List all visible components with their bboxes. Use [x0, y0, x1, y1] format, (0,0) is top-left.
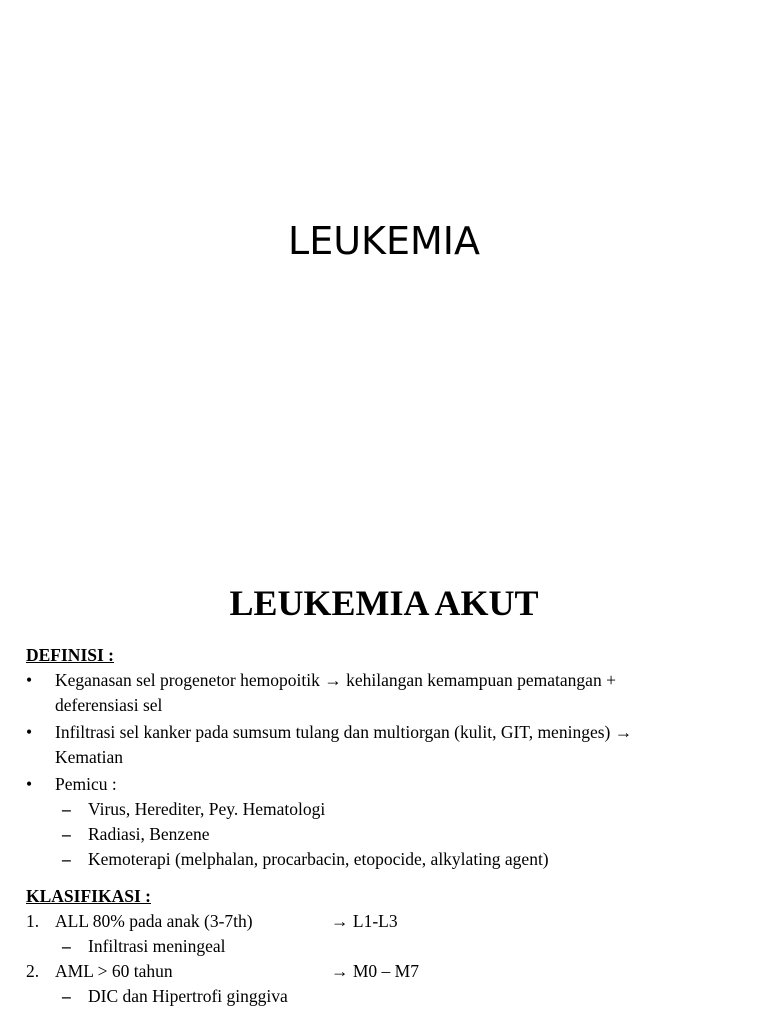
klasifikasi-number: 1. [26, 911, 40, 931]
definisi-item [26, 668, 746, 718]
klasifikasi-item [26, 959, 746, 984]
pemicu-item-text: Kemoterapi (melphalan, procarbacin, etopocide, alkylating agent) [88, 849, 549, 869]
dash-marker: – [62, 936, 71, 956]
klasifikasi-sub-text: DIC dan Hipertrofi ginggiva [88, 986, 288, 1006]
definisi-item-line: deferensiasi sel [55, 695, 163, 715]
dash-marker: – [62, 986, 71, 1006]
dash-marker: – [62, 849, 71, 869]
klasifikasi-subtype: → L1-L3 [331, 911, 398, 931]
bullet-marker: • [26, 670, 33, 690]
klasifikasi-number: 2. [26, 961, 40, 981]
klasifikasi-type: AML > 60 tahun [55, 961, 173, 981]
pemicu-item-text: Virus, Herediter, Pey. Hematologi [88, 799, 326, 819]
klasifikasi-sub-item [26, 934, 746, 959]
pemicu-item [26, 847, 746, 872]
klasifikasi-subtype: → M0 – M7 [331, 961, 419, 981]
klasifikasi-item [26, 909, 746, 934]
slide-2 [0, 512, 768, 1024]
slide-2-title: LEUKEMIA AKUT [229, 583, 539, 623]
definisi-item-line: Kematian [55, 747, 124, 767]
slide-1-title: LEUKEMIA [288, 219, 480, 263]
klasifikasi-type: ALL 80% pada anak (3-7th) [55, 911, 253, 931]
slide-2-content [26, 643, 746, 1009]
definisi-item [26, 720, 746, 770]
dash-marker: – [62, 824, 71, 844]
definisi-heading: DEFINISI : [26, 645, 115, 665]
pemicu-item [26, 797, 746, 822]
definisi-item-line: Pemicu : [55, 774, 117, 794]
bullet-marker: • [26, 722, 33, 742]
klasifikasi-sub-item [26, 984, 746, 1009]
pemicu-item [26, 822, 746, 847]
definisi-item [26, 772, 746, 797]
bullet-marker: • [26, 774, 33, 794]
klasifikasi-sub-text: Infiltrasi meningeal [88, 936, 226, 956]
klasifikasi-heading: KLASIFIKASI : [26, 886, 151, 906]
dash-marker: – [62, 799, 71, 819]
pemicu-item-text: Radiasi, Benzene [88, 824, 210, 844]
definisi-item-line: Keganasan sel progenetor hemopoitik → kehilangan kemampuan pematangan + [55, 670, 616, 690]
definisi-item-line: Infiltrasi sel kanker pada sumsum tulang dan multiorgan (kulit, GIT, meninges) → [55, 722, 633, 742]
